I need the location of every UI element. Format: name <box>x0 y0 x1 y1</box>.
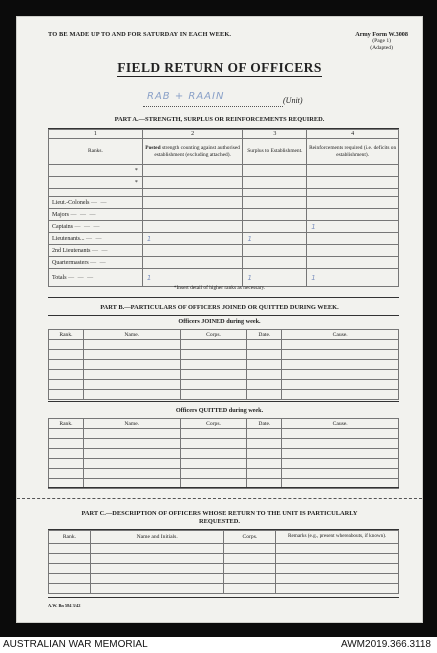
perforation-line <box>17 498 422 499</box>
unit-handwritten: RAB + RAAIN <box>147 91 225 102</box>
star-row: * <box>49 177 143 189</box>
table-row <box>49 584 399 594</box>
col-cause: Cause. <box>282 419 399 429</box>
form-adapted: (Adapted) <box>370 45 393 51</box>
table-row <box>49 554 399 564</box>
table-row: 2nd Lieutenants — — <box>49 245 399 257</box>
table-row <box>49 449 399 459</box>
institution-name: AUSTRALIAN WAR MEMORIAL <box>3 639 148 650</box>
table-row <box>49 544 399 554</box>
table-row <box>49 390 399 400</box>
table-row <box>49 370 399 380</box>
col-name: Name. <box>83 419 180 429</box>
rule <box>48 315 399 316</box>
part-b-title: PART B.—PARTICULARS OF OFFICERS JOINED OR QUITTED DURING WEEK. <box>100 304 339 311</box>
col-head-surplus: Surplus to Establishment. <box>243 139 307 165</box>
caption-banner <box>0 637 437 653</box>
form-name: Army Form W.3008 <box>355 31 408 38</box>
form-identifier <box>355 31 408 52</box>
col-name-initials: Name and Initials. <box>90 531 224 544</box>
col-date: Date. <box>247 330 282 340</box>
rule <box>48 401 399 402</box>
joined-title: Officers JOINED during week. <box>178 318 261 325</box>
table-row <box>49 574 399 584</box>
accession-number: AWM2019.366.3118 <box>340 639 431 650</box>
col-number-1: 1 <box>49 130 143 139</box>
part-c-table <box>48 530 399 594</box>
table-row <box>49 564 399 574</box>
part-a-table <box>48 129 399 287</box>
col-rank: Rank. <box>49 330 84 340</box>
table-row <box>49 459 399 469</box>
table-row: Lieut.-Colonels — — <box>49 197 399 209</box>
col-number-2: 2 <box>142 130 243 139</box>
table-row <box>49 340 399 350</box>
totals-row: Totals — — — 1 1 1 <box>49 269 399 287</box>
table-row: Captains — — — 1 <box>49 221 399 233</box>
rule <box>48 297 399 298</box>
footnote: *Insert detail of higher ranks as necessary. <box>173 285 266 291</box>
table-row <box>49 429 399 439</box>
part-a-title: PART A.—STRENGTH, SURPLUS OR REINFORCEMENTS REQUIRED. <box>114 116 325 123</box>
col-name: Name. <box>83 330 180 340</box>
unit-label: (Unit) <box>283 96 303 105</box>
col-head-reinforcements: Reinforcements required (i.e. deficits on establishment). <box>307 139 399 165</box>
col-head-ranks: Ranks. <box>49 139 143 165</box>
rule <box>48 597 399 598</box>
col-corps: Corps. <box>224 531 276 544</box>
table-row <box>49 350 399 360</box>
col-number-4: 4 <box>307 130 399 139</box>
header-instruction: TO BE MADE UP TO AND FOR SATURDAY IN EACH WEEK. <box>48 31 232 38</box>
print-code: A.W. Bn 584 3/42 <box>48 603 81 608</box>
col-head-posted: Posted strength counting against authorised establishment (excluding attached). <box>142 139 243 165</box>
table-row: Quartermasters — — <box>49 257 399 269</box>
col-number-3: 3 <box>243 130 307 139</box>
table-row <box>49 380 399 390</box>
rule <box>48 487 399 488</box>
table-row <box>49 439 399 449</box>
star-row: * <box>49 165 143 177</box>
part-c-title: PART C.—DESCRIPTION OF OFFICERS WHOSE RETURN TO THE UNIT IS PARTICULARLY REQUESTED. <box>81 510 358 525</box>
table-row: Majors — — — <box>49 209 399 221</box>
col-date: Date. <box>247 419 282 429</box>
quitted-table <box>48 418 399 489</box>
table-row <box>49 360 399 370</box>
table-row <box>49 469 399 479</box>
joined-table <box>48 329 399 400</box>
table-row: Lieutenants... — — 1 1 <box>49 233 399 245</box>
quitted-title: Officers QUITTED during week. <box>175 407 264 414</box>
col-rank: Rank. <box>49 531 91 544</box>
col-rank: Rank. <box>49 419 84 429</box>
form-sheet <box>16 16 423 623</box>
col-corps: Corps. <box>180 419 247 429</box>
col-corps: Corps. <box>180 330 247 340</box>
col-cause: Cause. <box>282 330 399 340</box>
page-title: FIELD RETURN OF OFFICERS <box>117 60 322 75</box>
form-page: (Page 1) <box>372 38 392 44</box>
col-remarks: Remarks (e.g., present whereabouts, if known). <box>276 531 399 544</box>
